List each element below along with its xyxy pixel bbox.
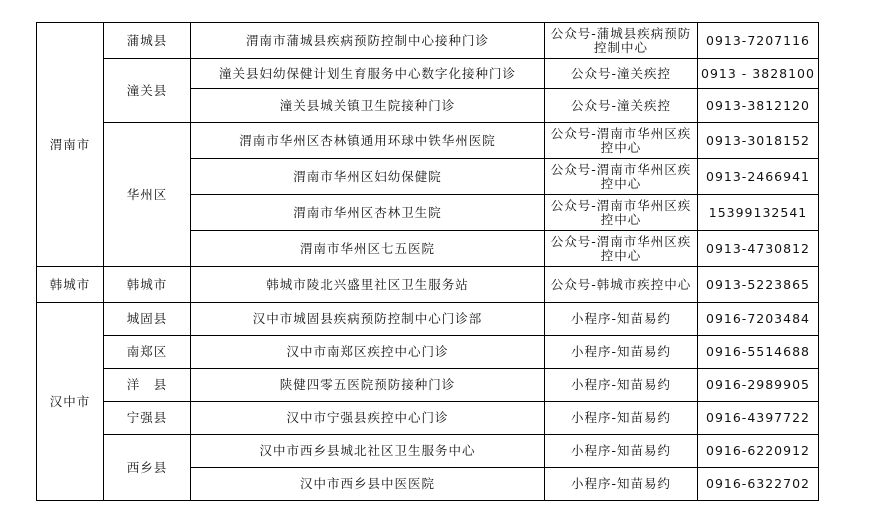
facility-cell: 渭南市蒲城县疾病预防控制中心接种门诊	[191, 23, 545, 59]
clinic-table	[36, 22, 819, 501]
account-cell: 小程序-知苗易约	[545, 435, 698, 468]
phone-cell: 0916-7203484	[698, 303, 819, 336]
county-cell: 洋 县	[104, 369, 191, 402]
facility-cell: 渭南市华州区杏林卫生院	[191, 195, 545, 231]
phone-cell: 0916-4397722	[698, 402, 819, 435]
phone-cell: 0913 - 3828100	[698, 59, 819, 89]
facility-cell: 潼关县城关镇卫生院接种门诊	[191, 89, 545, 123]
city-cell: 韩城市	[37, 267, 104, 303]
table-row	[37, 435, 819, 468]
table-row	[37, 369, 819, 402]
account-cell: 公众号-渭南市华州区疾控中心	[545, 195, 698, 231]
facility-cell: 陕健四零五医院预防接种门诊	[191, 369, 545, 402]
facility-cell: 汉中市宁强县疾控中心门诊	[191, 402, 545, 435]
phone-cell: 0913-2466941	[698, 159, 819, 195]
account-cell: 公众号-渭南市华州区疾控中心	[545, 123, 698, 159]
phone-cell: 0916-6322702	[698, 468, 819, 501]
table-row	[37, 267, 819, 303]
account-cell: 公众号-潼关疾控	[545, 89, 698, 123]
table-row	[37, 402, 819, 435]
phone-cell: 0916-6220912	[698, 435, 819, 468]
phone-cell: 0913-3812120	[698, 89, 819, 123]
phone-cell: 0913-3018152	[698, 123, 819, 159]
county-cell: 韩城市	[104, 267, 191, 303]
table-row	[37, 336, 819, 369]
facility-cell: 汉中市南郑区疾控中心门诊	[191, 336, 545, 369]
phone-cell: 0913-5223865	[698, 267, 819, 303]
account-cell: 小程序-知苗易约	[545, 336, 698, 369]
facility-cell: 渭南市华州区杏林镇通用环球中铁华州医院	[191, 123, 545, 159]
county-cell: 西乡县	[104, 435, 191, 501]
account-cell: 小程序-知苗易约	[545, 468, 698, 501]
facility-cell: 汉中市城固县疾病预防控制中心门诊部	[191, 303, 545, 336]
phone-cell: 0913-4730812	[698, 231, 819, 267]
city-cell: 汉中市	[37, 303, 104, 501]
county-cell: 宁强县	[104, 402, 191, 435]
county-cell: 城固县	[104, 303, 191, 336]
table-row	[37, 123, 819, 159]
facility-cell: 潼关县妇幼保健计划生育服务中心数字化接种门诊	[191, 59, 545, 89]
account-cell: 小程序-知苗易约	[545, 402, 698, 435]
county-cell: 潼关县	[104, 59, 191, 123]
table-row	[37, 303, 819, 336]
facility-cell: 汉中市西乡县中医医院	[191, 468, 545, 501]
phone-cell: 0916-5514688	[698, 336, 819, 369]
table-row	[37, 59, 819, 89]
account-cell: 公众号-蒲城县疾病预防控制中心	[545, 23, 698, 59]
facility-cell: 汉中市西乡县城北社区卫生服务中心	[191, 435, 545, 468]
phone-cell: 15399132541	[698, 195, 819, 231]
county-cell: 南郑区	[104, 336, 191, 369]
phone-cell: 0913-7207116	[698, 23, 819, 59]
account-cell: 公众号-韩城市疾控中心	[545, 267, 698, 303]
account-cell: 公众号-渭南市华州区疾控中心	[545, 231, 698, 267]
account-cell: 小程序-知苗易约	[545, 369, 698, 402]
county-cell: 蒲城县	[104, 23, 191, 59]
account-cell: 公众号-潼关疾控	[545, 59, 698, 89]
account-cell: 公众号-渭南市华州区疾控中心	[545, 159, 698, 195]
facility-cell: 渭南市华州区七五医院	[191, 231, 545, 267]
table-row	[37, 23, 819, 59]
county-cell: 华州区	[104, 123, 191, 267]
account-cell: 小程序-知苗易约	[545, 303, 698, 336]
phone-cell: 0916-2989905	[698, 369, 819, 402]
facility-cell: 渭南市华州区妇幼保健院	[191, 159, 545, 195]
city-cell: 渭南市	[37, 23, 104, 267]
facility-cell: 韩城市陵北兴盛里社区卫生服务站	[191, 267, 545, 303]
